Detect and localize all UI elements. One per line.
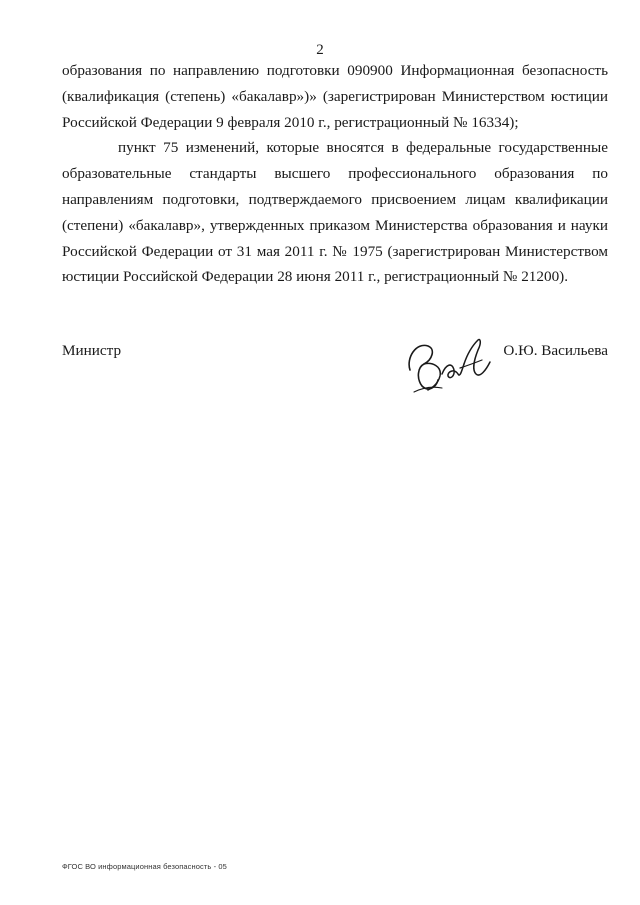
signer-name: О.Ю. Васильева [503, 342, 608, 359]
signer-title: Министр [62, 342, 122, 359]
document-body [62, 58, 608, 290]
signature-block [62, 330, 608, 400]
page-number: 2 [316, 42, 324, 58]
handwritten-signature-icon [402, 330, 502, 398]
paragraph-continuation: образования по направлению подготовки 090900 Информационная безопасность (квалификация (степень) «бакалавр»)» (зарегистрирован Министерством юстиции Российской Федерации 9 февраля 2010 г., регистрационный № 16334); [62, 62, 608, 131]
paragraph-item-75: пункт 75 изменений, которые вносятся в федеральные государственные образовательные стандарты высшего профессионального образования по направлениям подготовки, подтверждаемого присвоением лицам квалификации (степени) «бакалавр», утвержденных приказом Министерства образования и науки Российской Федерации от 31 мая 2011 г. № 1975 (зарегистрирован Министерством юстиции Российской Федерации 28 июня 2011 г., регистрационный № 21200). [62, 139, 608, 286]
footer-note: ФГОС ВО информационная безопасность - 05 [62, 862, 227, 871]
